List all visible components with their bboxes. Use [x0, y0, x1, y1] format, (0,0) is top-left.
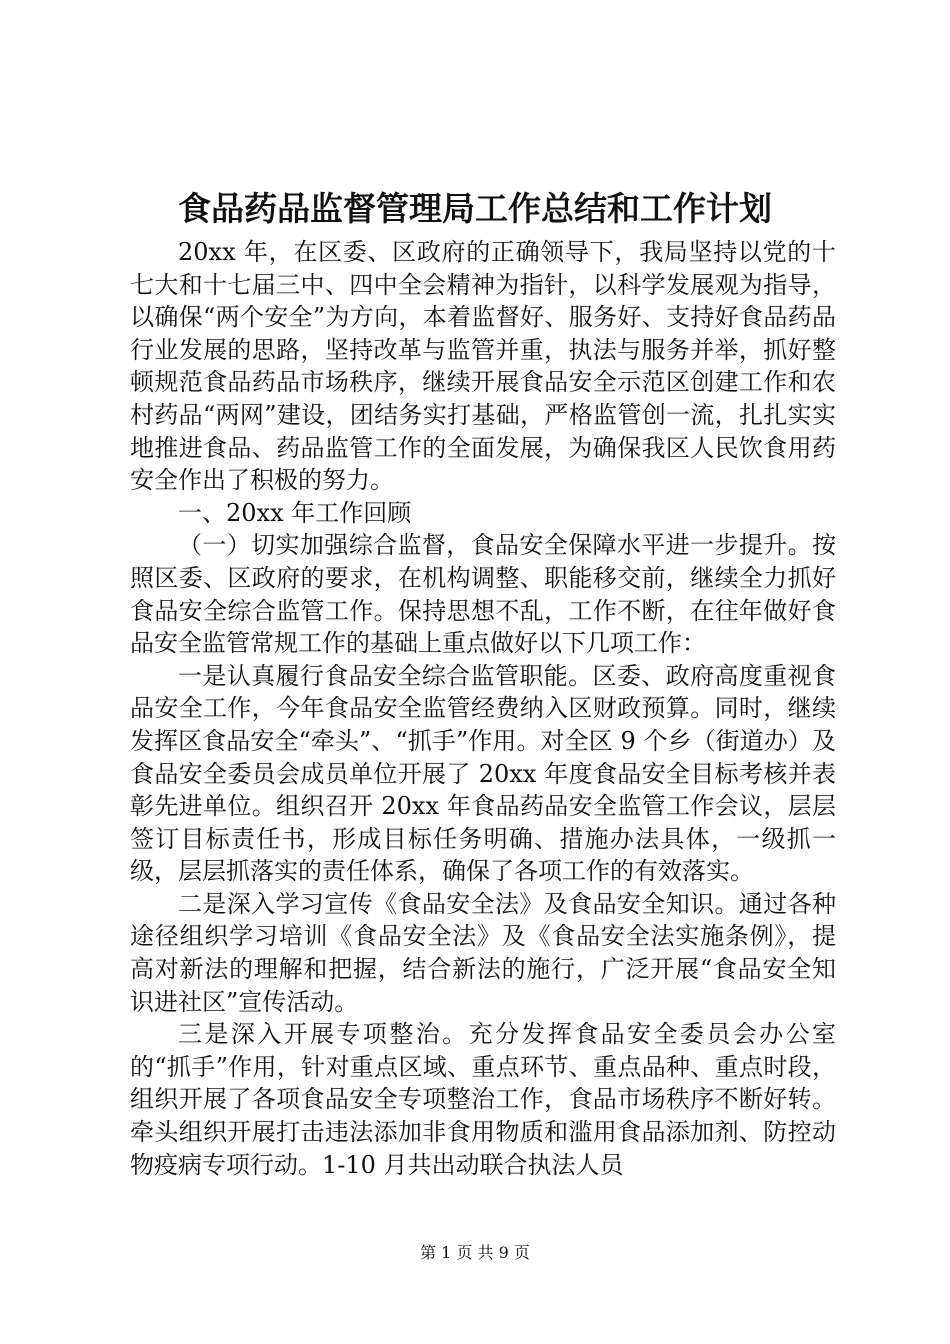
paragraph-item-2: 二是深入学习宣传《食品安全法》及食品安全知识。通过各种途径组织学习培训《食品安全法》及《食品安全法实施条例》，提高对新法的理解和把握，结合新法的施行，广泛开展“食品安全知识进社区”宣传活动。 [130, 889, 836, 1016]
document-body [130, 236, 836, 1181]
page-number: 第 1 页 共 9 页 [420, 1243, 530, 1262]
document-title: 食品药品监督管理局工作总结和工作计划 [178, 189, 772, 228]
paragraph-subsection-1: （一）切实加强综合监督，食品安全保障水平进一步提升。按照区委、区政府的要求，在机构调整、职能移交前，继续全力抓好食品安全综合监管工作。保持思想不乱，工作不断，在往年做好食品安全监管常规工作的基础上重点做好以下几项工作： [130, 531, 836, 658]
paragraph-item-1: 一是认真履行食品安全综合监管职能。区委、政府高度重视食品安全工作，今年食品安全监管经费纳入区财政预算。同时，继续发挥区食品安全“牵头”、“抓手”作用。对全区 9 个乡（街道办）及食品安全委员会成员单位开展了 20xx 年度食品安全目标考核并表彰先进单位。组织召开 20xx 年食品药品安全监管工作会议，层层签订目标责任书，形成目标任务明确、措施办法具体，一级抓一级，层层抓落实的责任体系，确保了各项工作的有效落实。 [130, 661, 836, 886]
section-heading: 一、20xx 年工作回顾 [178, 498, 412, 527]
paragraph-intro: 20xx 年，在区委、区政府的正确领导下，我局坚持以党的十七大和十七届三中、四中全会精神为指针，以科学发展观为指导，以确保“两个安全”为方向，本着监督好、服务好、支持好食品药品行业发展的思路，坚持改革与监管并重，执法与服务并举，抓好整顿规范食品药品市场秩序，继续开展食品安全示范区创建工作和农村药品“两网”建设，团结务实打基础，严格监管创一流，扎扎实实地推进食品、药品监管工作的全面发展，为确保我区人民饮食用药安全作出了积极的努力。 [130, 238, 836, 495]
paragraph-item-3: 三是深入开展专项整治。充分发挥食品安全委员会办公室的“抓手”作用，针对重点区域、重点环节、重点品种、重点时段，组织开展了各项食品安全专项整治工作，食品市场秩序不断好转。牵头组织开展打击违法添加非食用物质和滥用食品添加剂、防控动物疫病专项行动。1-10 月共出动联合执法人员 [130, 1020, 836, 1179]
